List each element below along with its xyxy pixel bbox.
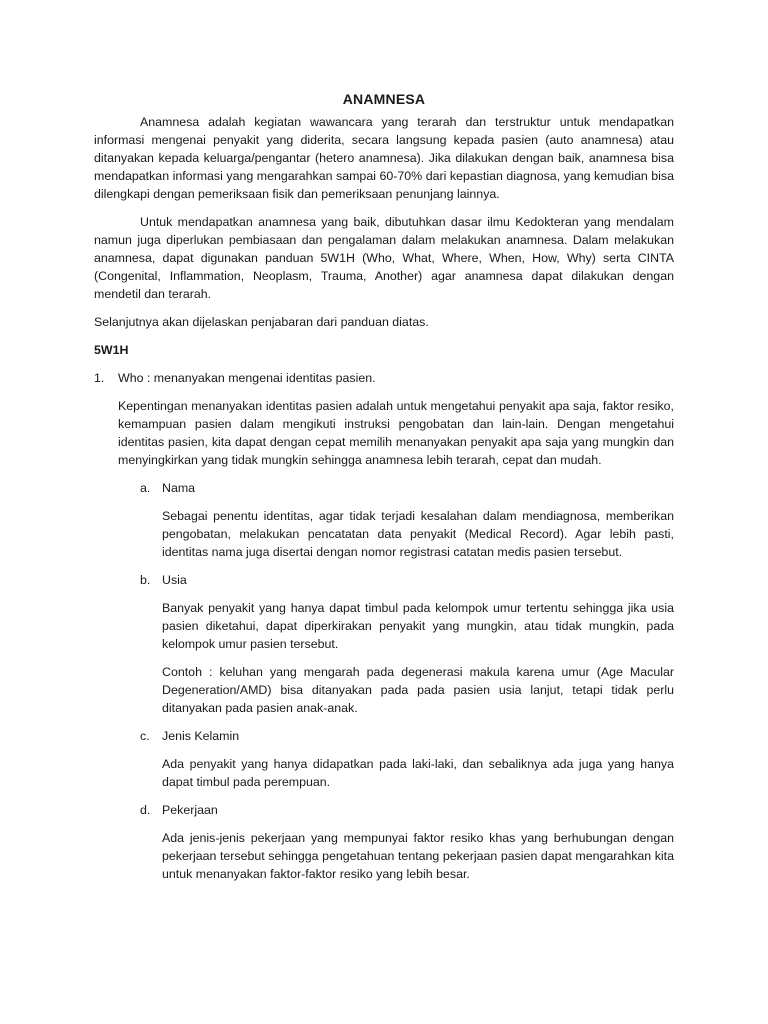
list-item-who: [94, 369, 674, 387]
jenis-kelamin-description: Ada penyakit yang hanya didapatkan pada laki-laki, dan sebaliknya ada juga yang hanya dapat timbul pada perempuan.: [162, 757, 674, 789]
intro-paragraph-3: Selanjutnya akan dijelaskan penjabaran dari panduan diatas.: [94, 315, 429, 329]
sub-item-title: Jenis Kelamin: [162, 729, 240, 743]
sub-item-letter: a.: [140, 481, 151, 495]
sub-item-nama: [140, 479, 674, 497]
intro-paragraph-2: Untuk mendapatkan anamnesa yang baik, dibutuhkan dasar ilmu Kedokteran yang mendalam namun juga diperlukan pembiasaan dan pengalaman dalam melakukan anamnesa. Dalam melakukan anamnesa, dapat digunakan panduan 5W1H (Who, What, Where, When, How, Why) serta CINTA (Congenital, Inflammation, Neoplasm, Trauma, Another) agar anamnesa dapat dilakukan dengan mendetil dan terarah.: [94, 215, 674, 301]
list-number: 1.: [94, 371, 105, 385]
sub-item-jenis-kelamin: [140, 727, 674, 745]
usia-description: Banyak penyakit yang hanya dapat timbul pada kelompok umur tertentu sehingga jika usia pasien diketahui, dapat diperkirakan penyakit yang mungkin, atau tidak mungkin, pada kelompok umur pasien tersebut.: [162, 601, 674, 651]
sub-item-usia: [140, 571, 674, 589]
sub-item-letter: c.: [140, 729, 150, 743]
sub-item-pekerjaan: [140, 801, 674, 819]
usia-example: Contoh : keluhan yang mengarah pada degenerasi makula karena umur (Age Macular Degeneration/AMD) bisa ditanyakan pada pada pasien usia lanjut, tetapi tidak perlu ditanyakan pada pasien anak-anak.: [162, 665, 674, 715]
nama-description: Sebagai penentu identitas, agar tidak terjadi kesalahan dalam mendiagnosa, memberikan pengobatan, melakukan pencatatan data penyakit (Medical Record). Agar lebih pasti, identitas nama juga disertai dengan nomor registrasi catatan medis pasien tersebut.: [162, 509, 674, 559]
sub-item-title: Pekerjaan: [162, 803, 218, 817]
sub-item-title: Usia: [162, 573, 187, 587]
sub-item-title: Nama: [162, 481, 196, 495]
section-heading-5w1h: 5W1H: [94, 343, 129, 357]
who-description: Kepentingan menanyakan identitas pasien adalah untuk mengetahui penyakit apa saja, faktor resiko, kemampuan pasien dalam mengikuti instruksi pengobatan dan lain-lain. Dengan mengetahui identitas pasien, kita dapat dengan cepat memilih menanyakan penyakit apa saja yang mungkin dan menyingkirkan yang tidak mungkin sehingga anamnesa lebih terarah, cepat dan mudah.: [118, 399, 674, 467]
intro-paragraph-1: Anamnesa adalah kegiatan wawancara yang terarah dan terstruktur untuk mendapatkan informasi mengenai penyakit yang diderita, secara langsung kepada pasien (auto anamnesa) atau ditanyakan kepada keluarga/pengantar (hetero anamnesa). Jika dilakukan dengan baik, anamnesa bisa mendapatkan informasi yang mengarahkan sampai 60-70% dari kepastian diagnosa, yang kemudian bisa dilengkapi dengan pemeriksaan fisik dan pemeriksaan penunjang lainnya.: [94, 115, 674, 201]
document-title: ANAMNESA: [342, 91, 426, 107]
sub-item-letter: d.: [140, 803, 151, 817]
list-item-title: Who : menanyakan mengenai identitas pasien.: [118, 371, 376, 385]
sub-item-letter: b.: [140, 573, 151, 587]
pekerjaan-description: Ada jenis-jenis pekerjaan yang mempunyai faktor resiko khas yang berhubungan dengan pekerjaan tersebut sehingga pengetahuan tentang pekerjaan pasien dapat mengarahkan kita untuk menanyakan faktor-faktor resiko yang lebih besar.: [162, 831, 674, 881]
